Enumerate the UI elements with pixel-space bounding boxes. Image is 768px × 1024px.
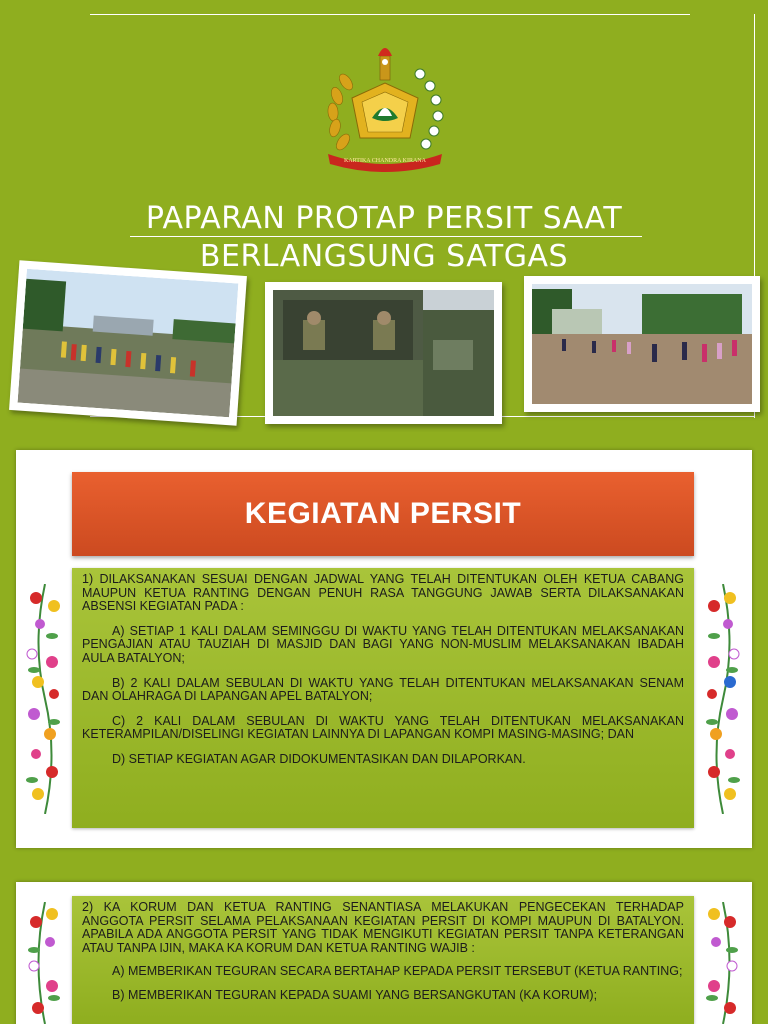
- paragraph-b: B) 2 KALI DALAM SEBULAN DI WAKTU YANG TELAH DITENTUKAN MELAKSANAKAN SENAM DAN OLAHRAGA DI LAPANGAN APEL BATALYON;: [82, 675, 684, 704]
- banner-title: KEGIATAN PERSIT: [244, 497, 522, 530]
- slide-title: [0, 200, 768, 276]
- title-slide: [0, 0, 768, 432]
- slide-title-line1: PAPARAN PROTAP PERSIT SAAT: [145, 201, 623, 236]
- photo-exercise-field: [9, 260, 247, 426]
- section-banner: [72, 472, 694, 556]
- slide-title-line2: BERLANGSUNG SATGAS: [199, 239, 569, 274]
- photo-gathering-field: [524, 276, 760, 412]
- flower-border-icon: [700, 584, 746, 814]
- flower-border-icon: [22, 584, 68, 814]
- paragraph-a: A) SETIAP 1 KALI DALAM SEMINGGU DI WAKTU YANG TELAH DITENTUKAN MELAKSANAKAN PENGAJIAN ATAU TAUZIAH DI MASJID DAN BAGI YANG NON-MUSLIM MELAKSANAKAN IBADAH AULA BATALYON;: [82, 623, 684, 665]
- flower-border-icon: [22, 902, 68, 1024]
- activities-textbox: [72, 568, 694, 828]
- photo-image: [18, 269, 239, 417]
- flower-border-icon: [700, 902, 746, 1024]
- paragraph-a: A) MEMBERIKAN TEGURAN SECARA BERTAHAP KEPADA PERSIT TERSEBUT (KETUA RANTING;: [112, 964, 683, 979]
- paragraph-2: 2) KA KORUM DAN KETUA RANTING SENANTIASA MELAKUKAN PENGECEKAN TERHADAP ANGGOTA PERSIT SELAMA PELAKSANAAN KEGIATAN PERSIT DI KOMPI MAUPUN DI BATALYON. APABILA ADA ANGGOTA PERSIT YANG TIDAK MENGIKUTI KEGIATAN PERSIT TANPA KETERANGAN ATAU TANPA IJIN, MAKA KA KORUM DAN KETUA RANTING WAJIB :: [82, 900, 684, 955]
- title-underline: [130, 236, 642, 237]
- persit-emblem-icon: [322, 38, 448, 173]
- emblem-ribbon-text: KARTIKA CHANDRA KIRANA: [344, 158, 426, 164]
- supervision-textbox: [72, 896, 694, 1024]
- photo-image: [273, 290, 494, 416]
- frame-top: [90, 14, 690, 15]
- paragraph-1: 1) DILAKSANAKAN SESUAI DENGAN JADWAL YANG TELAH DITENTUKAN OLEH KETUA CABANG MAUPUN KETUA RANTING DENGAN PENUH RASA TANGGUNG JAWAB SERTA DILAKSANAKAN ABSENSI KEGIATAN PADA :: [82, 572, 684, 614]
- photo-image: [532, 284, 752, 404]
- photo-military-truck: [265, 282, 502, 424]
- paragraph-b: B) MEMBERIKAN TEGURAN KEPADA SUAMI YANG BERSANGKUTAN (KA KORUM);: [112, 987, 598, 1002]
- paragraph-c: C) 2 KALI DALAM SEBULAN DI WAKTU YANG TELAH DITENTUKAN MELAKSANAKAN KETERAMPILAN/DISELINGI KEGIATAN LAINNYA DI LAPANGAN KOMPI MASING-MASING; DAN: [82, 713, 684, 742]
- paragraph-d: D) SETIAP KEGIATAN AGAR DIDOKUMENTASIKAN DAN DILAPORKAN.: [112, 751, 526, 766]
